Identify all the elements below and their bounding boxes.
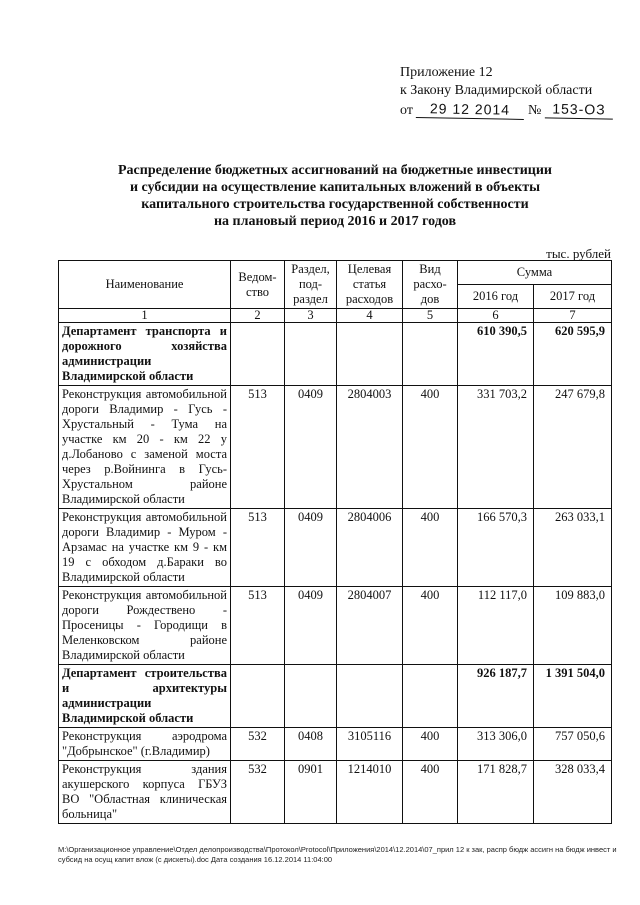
row-dept bbox=[231, 665, 285, 728]
row-target bbox=[337, 323, 403, 386]
row-dept: 532 bbox=[231, 728, 285, 761]
row-kind: 400 bbox=[403, 728, 458, 761]
row-section bbox=[285, 665, 337, 728]
table-row bbox=[59, 761, 612, 824]
row-kind: 400 bbox=[403, 587, 458, 665]
column-number: 7 bbox=[534, 309, 612, 323]
table-row bbox=[59, 587, 612, 665]
table-row bbox=[59, 509, 612, 587]
header-sum: Сумма bbox=[458, 261, 612, 285]
row-target bbox=[337, 665, 403, 728]
row-section: 0409 bbox=[285, 509, 337, 587]
row-target: 2804003 bbox=[337, 386, 403, 509]
number-label: № bbox=[527, 103, 542, 118]
row-dept: 513 bbox=[231, 509, 285, 587]
header-target: Целевая статья расходов bbox=[337, 261, 403, 309]
file-path-footer: М:\Организационное управление\Отдел делопроизводства\Протокол\Protocol\Приложения\2014\12.2014\07_прил 12 к зак, распр бюдж ассигн на бюдж инвест и субсид на осущ капит влож (с дискеты).doc Дата создания 16.12.2014 11:04:00 bbox=[58, 845, 617, 864]
from-label: от bbox=[400, 103, 413, 118]
row-target: 2804007 bbox=[337, 587, 403, 665]
header-dept: Ведом-ство bbox=[231, 261, 285, 309]
table-row bbox=[59, 728, 612, 761]
row-kind: 400 bbox=[403, 386, 458, 509]
title-line: Распределение бюджетных ассигнований на бюджетные инвестиции bbox=[118, 163, 552, 178]
header-section: Раздел, под-раздел bbox=[285, 261, 337, 309]
row-2017: 1 391 504,0 bbox=[534, 665, 612, 728]
row-dept bbox=[231, 323, 285, 386]
row-name: Реконструкция здания акушерского корпуса ГБУЗ ВО "Областная клиническая больница" bbox=[59, 761, 231, 824]
appendix-block bbox=[400, 64, 613, 120]
row-name: Департамент строительства и архитектуры администрации Владимирской области bbox=[59, 665, 231, 728]
row-kind: 400 bbox=[403, 509, 458, 587]
row-2016: 926 187,7 bbox=[458, 665, 534, 728]
column-number: 1 bbox=[59, 309, 231, 323]
row-section: 0901 bbox=[285, 761, 337, 824]
row-name: Реконструкция автомобильной дороги Владимир - Муром - Арзамас на участке км 9 - км 19 с обходом д.Бараки во Владимирской области bbox=[59, 509, 231, 587]
row-kind: 400 bbox=[403, 761, 458, 824]
table-row bbox=[59, 386, 612, 509]
row-kind bbox=[403, 323, 458, 386]
column-number: 2 bbox=[231, 309, 285, 323]
row-2017: 247 679,8 bbox=[534, 386, 612, 509]
row-section: 0408 bbox=[285, 728, 337, 761]
units-label: тыс. рублей bbox=[546, 246, 611, 261]
row-section bbox=[285, 323, 337, 386]
row-2017: 109 883,0 bbox=[534, 587, 612, 665]
appendix-law: к Закону Владимирской области bbox=[400, 83, 593, 98]
document-title bbox=[60, 162, 610, 230]
column-number: 4 bbox=[337, 309, 403, 323]
row-name: Реконструкция автомобильной дороги Рождествено - Просеницы - Городищи в Меленковском районе Владимирской области bbox=[59, 587, 231, 665]
row-2017: 620 595,9 bbox=[534, 323, 612, 386]
row-2016: 171 828,7 bbox=[458, 761, 534, 824]
row-2016: 331 703,2 bbox=[458, 386, 534, 509]
title-line: капитального строительства государственной собственности bbox=[141, 197, 529, 212]
header-row bbox=[59, 261, 612, 285]
row-target: 3105116 bbox=[337, 728, 403, 761]
table-row-department bbox=[59, 323, 612, 386]
appendix-title: Приложение 12 bbox=[400, 65, 493, 80]
row-2016: 610 390,5 bbox=[458, 323, 534, 386]
budget-table bbox=[58, 260, 612, 824]
handwritten-number: 153-ОЗ bbox=[545, 99, 613, 119]
row-target: 1214010 bbox=[337, 761, 403, 824]
row-2016: 166 570,3 bbox=[458, 509, 534, 587]
row-2017: 328 033,4 bbox=[534, 761, 612, 824]
table-row-department bbox=[59, 665, 612, 728]
row-section: 0409 bbox=[285, 386, 337, 509]
row-dept: 532 bbox=[231, 761, 285, 824]
row-dept: 513 bbox=[231, 386, 285, 509]
row-name: Реконструкция автомобильной дороги Владимир - Гусь - Хрустальный - Тума на участке км 20 - км 22 у д.Лобаново с заменой моста через р.Войнинга в Гусь-Хрустальном районе Владимирской области bbox=[59, 386, 231, 509]
column-numbers-row bbox=[59, 309, 612, 323]
column-number: 6 bbox=[458, 309, 534, 323]
title-line: и субсидии на осуществление капитальных вложений в объекты bbox=[129, 180, 541, 195]
row-target: 2804006 bbox=[337, 509, 403, 587]
row-2017: 263 033,1 bbox=[534, 509, 612, 587]
row-name: Реконструкция аэродрома "Добрынское" (г.Владимир) bbox=[59, 728, 231, 761]
row-dept: 513 bbox=[231, 587, 285, 665]
header-2016: 2016 год bbox=[458, 285, 534, 309]
title-line: на плановый период 2016 и 2017 годов bbox=[213, 214, 457, 229]
header-2017: 2017 год bbox=[534, 285, 612, 309]
header-name: Наименование bbox=[59, 261, 231, 309]
header-kind: Вид расхо-дов bbox=[403, 261, 458, 309]
column-number: 5 bbox=[403, 309, 458, 323]
row-2016: 112 117,0 bbox=[458, 587, 534, 665]
appendix-date-line bbox=[400, 100, 613, 120]
row-section: 0409 bbox=[285, 587, 337, 665]
row-2017: 757 050,6 bbox=[534, 728, 612, 761]
column-number: 3 bbox=[285, 309, 337, 323]
handwritten-date: 29 12 2014 bbox=[416, 99, 524, 120]
row-name: Департамент транспорта и дорожного хозяйства администрации Владимирской области bbox=[59, 323, 231, 386]
row-2016: 313 306,0 bbox=[458, 728, 534, 761]
row-kind bbox=[403, 665, 458, 728]
